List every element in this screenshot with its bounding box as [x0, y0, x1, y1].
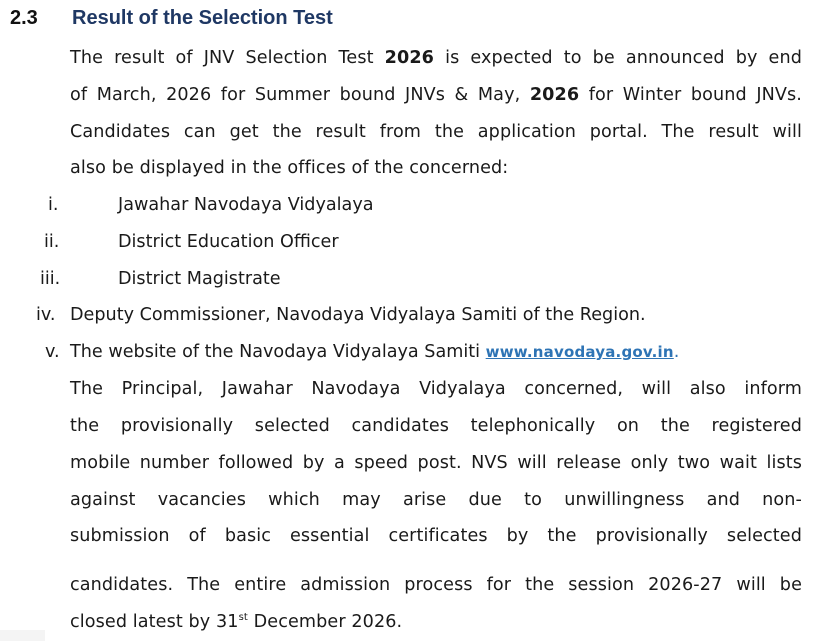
- list-item-label-3: iii.: [40, 269, 61, 289]
- list-item-label-4: iv.: [36, 305, 56, 325]
- closing-line-6: candidates. The entire admission process for the session 2026-27 will be: [70, 575, 802, 595]
- list-item-text-1: Jawahar Navodaya Vidyalaya: [118, 195, 374, 215]
- list-item-label-5: v.: [45, 342, 60, 362]
- section-number: 2.3: [10, 7, 38, 29]
- list-item-label-1: i.: [48, 195, 59, 215]
- list-item-text-5: The website of the Navodaya Vidyalaya Samiti: [70, 342, 486, 362]
- intro-year-bold-2: 2026: [529, 85, 580, 105]
- closing-line-4: against vacancies which may arise due to unwillingness and non-: [70, 490, 802, 510]
- intro-line-2: [70, 84, 802, 106]
- list-item-text-3: District Magistrate: [118, 269, 281, 289]
- page-corner-shade: [0, 630, 45, 641]
- closing-line-7: [70, 611, 802, 633]
- closing-line-1: The Principal, Jawahar Navodaya Vidyalaya concerned, will also inform: [70, 379, 802, 399]
- closing-line-2: the provisionally selected candidates telephonically on the registered: [70, 416, 802, 436]
- section-title: Result of the Selection Test: [72, 7, 333, 29]
- list-item-5: [45, 341, 679, 363]
- intro-line-2-text-a: of March, 2026 for Summer bound JNVs & May,: [70, 85, 530, 105]
- intro-line-1-text-b: is expected to be announced by end: [434, 48, 802, 68]
- list-item-text-2: District Education Officer: [118, 232, 339, 252]
- list-item-label-2: ii.: [44, 232, 60, 252]
- list-item-4: [36, 304, 646, 326]
- intro-line-1-text-a: The result of JNV Selection Test: [70, 48, 385, 68]
- intro-line-4: also be displayed in the offices of the concerned:: [70, 158, 509, 178]
- list-item-text-4: Deputy Commissioner, Navodaya Vidyalaya Samiti of the Region.: [70, 305, 646, 325]
- intro-line-2-text-b: for Winter bound JNVs.: [579, 85, 802, 105]
- intro-line-3: Candidates can get the result from the application portal. The result will: [70, 122, 802, 142]
- intro-year-bold-1: 2026: [384, 48, 435, 68]
- website-link-period: .: [673, 342, 680, 362]
- closing-line-7-text-a: closed latest by 31: [70, 612, 239, 632]
- intro-line-1: [70, 47, 802, 69]
- closing-line-3: mobile number followed by a speed post. NVS will release only two wait lists: [70, 453, 802, 473]
- closing-line-5: submission of basic essential certificates by the provisionally selected: [70, 526, 802, 546]
- section-heading: [10, 7, 333, 30]
- closing-line-7-text-b: December 2026.: [247, 612, 403, 632]
- website-link[interactable]: www.navodaya.gov.in: [485, 343, 674, 361]
- ordinal-superscript: st: [238, 612, 248, 623]
